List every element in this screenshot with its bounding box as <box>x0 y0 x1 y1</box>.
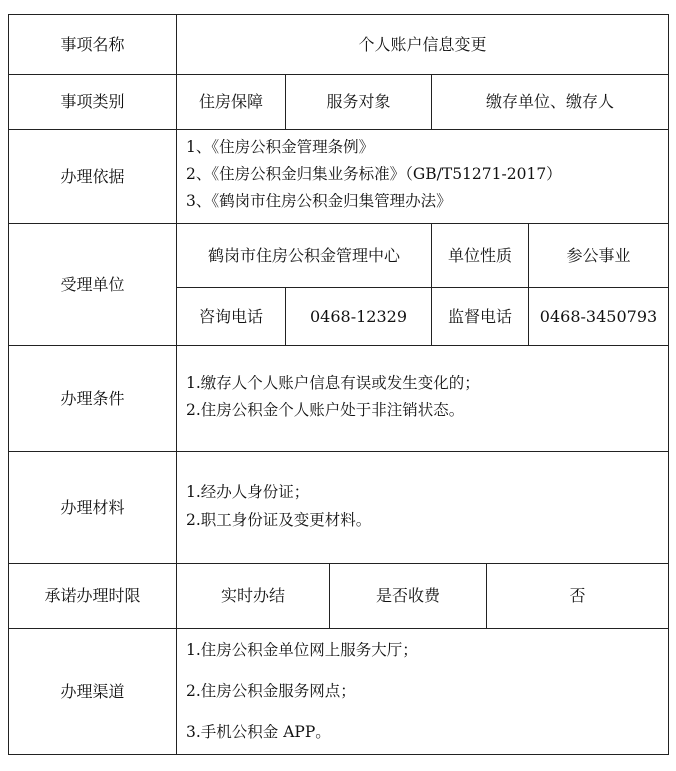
supervise-phone-value: 0468-3450793 <box>539 306 658 326</box>
agency-nature-label: 单位性质 <box>447 245 512 265</box>
item-name-label: 事项名称 <box>60 34 125 54</box>
category-value: 住房保障 <box>198 92 263 111</box>
list-item: 2、《住房公积金归集业务标准》（GB/T51271-2017） <box>186 165 562 183</box>
list-item: 3、《鹤岗市住房公积金归集管理办法》 <box>186 192 452 210</box>
list-item: 3.手机公积金 APP。 <box>186 723 331 741</box>
materials-label: 办理材料 <box>60 497 125 517</box>
time-limit-label: 承诺办理时限 <box>44 586 141 605</box>
category-label: 事项类别 <box>60 92 125 111</box>
list-item: 2.住房公积金服务网点； <box>186 682 356 700</box>
basis-label: 办理依据 <box>60 166 125 186</box>
consult-phone-value: 0468-12329 <box>309 306 408 326</box>
item-name-value: 个人账户信息变更 <box>358 34 487 54</box>
list-item: 1、《住房公积金管理条例》 <box>186 138 375 156</box>
time-limit-value: 实时办结 <box>220 586 285 605</box>
agency-nature-value: 参公事业 <box>566 245 631 265</box>
service-target-value: 缴存单位、缴存人 <box>485 92 614 111</box>
fee-label: 是否收费 <box>375 586 440 605</box>
list-item: 1.经办人身份证； <box>186 483 310 501</box>
list-item: 1.住房公积金单位网上服务大厅； <box>186 641 418 659</box>
list-item: 2.职工身份证及变更材料。 <box>186 511 372 529</box>
channels-label: 办理渠道 <box>60 681 125 701</box>
service-target-label: 服务对象 <box>326 92 391 111</box>
fee-value: 否 <box>569 586 586 605</box>
supervise-phone-label: 监督电话 <box>447 306 512 326</box>
list-item: 2.住房公积金个人账户处于非注销状态。 <box>186 401 465 419</box>
list-item: 1.缴存人个人账户信息有误或发生变化的； <box>186 374 480 392</box>
consult-phone-label: 咨询电话 <box>198 306 263 326</box>
agency-value: 鹤岗市住房公积金管理中心 <box>207 245 400 265</box>
conditions-label: 办理条件 <box>60 388 125 408</box>
agency-label: 受理单位 <box>60 274 125 294</box>
